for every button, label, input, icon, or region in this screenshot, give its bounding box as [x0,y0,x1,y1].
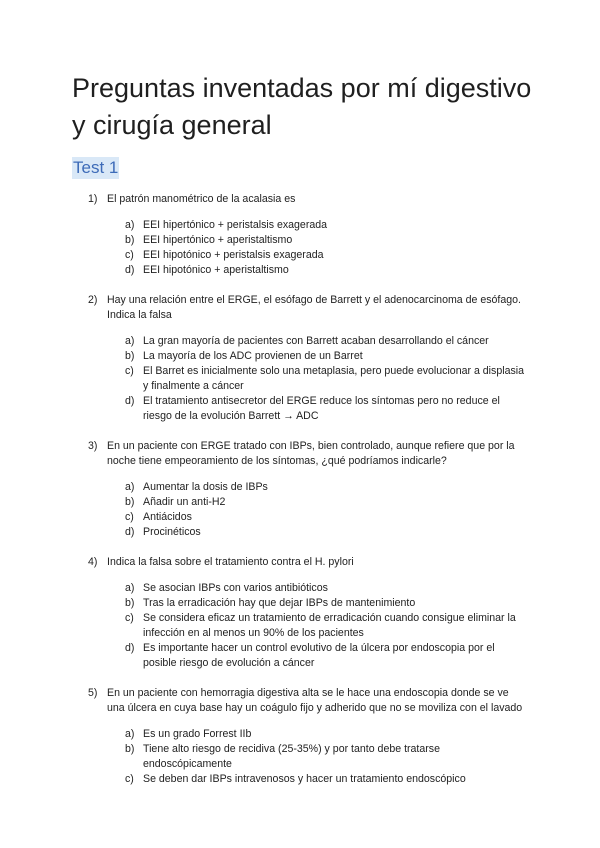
option-letter: c) [125,249,134,261]
option-letter: c) [125,773,134,785]
option-text: Tiene alto riesgo de recidiva (25-35%) y por tanto debe tratarse endoscópicamente [143,743,440,770]
option-letter: b) [125,350,135,362]
answer-option [125,596,528,611]
answer-option [125,510,528,525]
question-item [88,439,528,540]
option-text: EEI hipotónico + aperistaltismo [143,264,289,276]
option-list [125,218,528,278]
answer-option [125,218,528,233]
answer-option [125,248,528,263]
question-item [88,686,528,787]
option-text: Se asocian IBPs con varios antibióticos [143,582,328,594]
option-letter: d) [125,526,135,538]
option-letter: a) [125,481,135,493]
option-text: La mayoría de los ADC provienen de un Barret [143,350,363,362]
option-text: Añadir un anti-H2 [143,496,226,508]
option-text: Se deben dar IBPs intravenosos y hacer un tratamiento endoscópico [143,773,466,785]
option-list [125,334,528,424]
option-text: Aumentar la dosis de IBPs [143,481,268,493]
option-text: La gran mayoría de pacientes con Barrett acaban desarrollando el cáncer [143,335,489,347]
answer-option [125,334,528,349]
question-number: 5) [88,687,98,699]
question-number: 4) [88,556,98,568]
question-number: 2) [88,294,98,306]
answer-option [125,364,528,394]
option-text: Tras la erradicación hay que dejar IBPs de mantenimiento [143,597,416,609]
option-text: EEI hipotónico + peristalsis exagerada [143,249,324,261]
document-title: Preguntas inventadas por mí digestivo y cirugía general [72,73,532,140]
option-list [125,480,528,540]
answer-option [125,233,528,248]
option-text: El tratamiento antisecretor del ERGE reduce los síntomas pero no reduce el riesgo de la evolución Barrett → ADC [143,395,500,422]
option-letter: a) [125,728,135,740]
option-letter: c) [125,511,134,523]
answer-option [125,727,528,742]
question-row [88,555,528,570]
answer-option [125,263,528,278]
option-letter: b) [125,743,135,755]
option-letter: a) [125,335,135,347]
question-item [88,192,528,278]
question-text: El patrón manométrico de la acalasia es [107,193,296,205]
option-text: EEI hipertónico + aperistaltismo [143,234,293,246]
option-text: Procinéticos [143,526,201,538]
question-item [88,555,528,671]
question-item [88,293,528,424]
option-text: El Barret es inicialmente solo una metaplasia, pero puede evolucionar a displasia y finalmente a cáncer [143,365,525,392]
answer-option [125,772,528,787]
option-letter: b) [125,234,135,246]
question-text: Hay una relación entre el ERGE, el esófago de Barrett y el adenocarcinoma de esófago. Indica la falsa [107,294,521,321]
option-list [125,727,528,787]
option-letter: b) [125,496,135,508]
section-heading: Test 1 [73,158,119,177]
option-text: Se considera eficaz un tratamiento de erradicación cuando consigue eliminar la infección en al menos un 90% de los pacientes [143,612,516,639]
option-letter: d) [125,264,135,276]
question-list [88,192,528,802]
answer-option [125,581,528,596]
question-row [88,192,528,207]
option-text: Es importante hacer un control evolutivo de la úlcera por endoscopia por el posible riesgo de evolución a cáncer [143,642,495,669]
question-text: Indica la falsa sobre el tratamiento contra el H. pylori [107,556,354,568]
question-row [88,293,528,323]
answer-option [125,742,528,772]
option-text: EEI hipertónico + peristalsis exagerada [143,219,328,231]
option-text: Antiácidos [143,511,192,523]
answer-option [125,525,528,540]
option-letter: c) [125,365,134,377]
answer-option [125,349,528,364]
option-letter: c) [125,612,134,624]
answer-option [125,480,528,495]
question-row [88,686,528,716]
answer-option [125,495,528,510]
question-row [88,439,528,469]
option-letter: d) [125,642,135,654]
option-letter: d) [125,395,135,407]
answer-option [125,641,528,671]
option-letter: b) [125,597,135,609]
answer-option [125,611,528,641]
question-number: 1) [88,193,98,205]
question-number: 3) [88,440,98,452]
option-letter: a) [125,582,135,594]
question-text: En un paciente con hemorragia digestiva alta se le hace una endoscopia donde se ve una úlcera en cuya base hay un coágulo fijo y adherido que no se moviliza con el lavado [107,687,523,714]
option-list [125,581,528,671]
answer-option [125,394,528,424]
option-text: Es un grado Forrest IIb [143,728,252,740]
question-text: En un paciente con ERGE tratado con IBPs, bien controlado, aunque refiere que por la noche tiene empeoramiento de los síntomas, ¿qué podríamos indicarle? [107,440,515,467]
option-letter: a) [125,219,135,231]
